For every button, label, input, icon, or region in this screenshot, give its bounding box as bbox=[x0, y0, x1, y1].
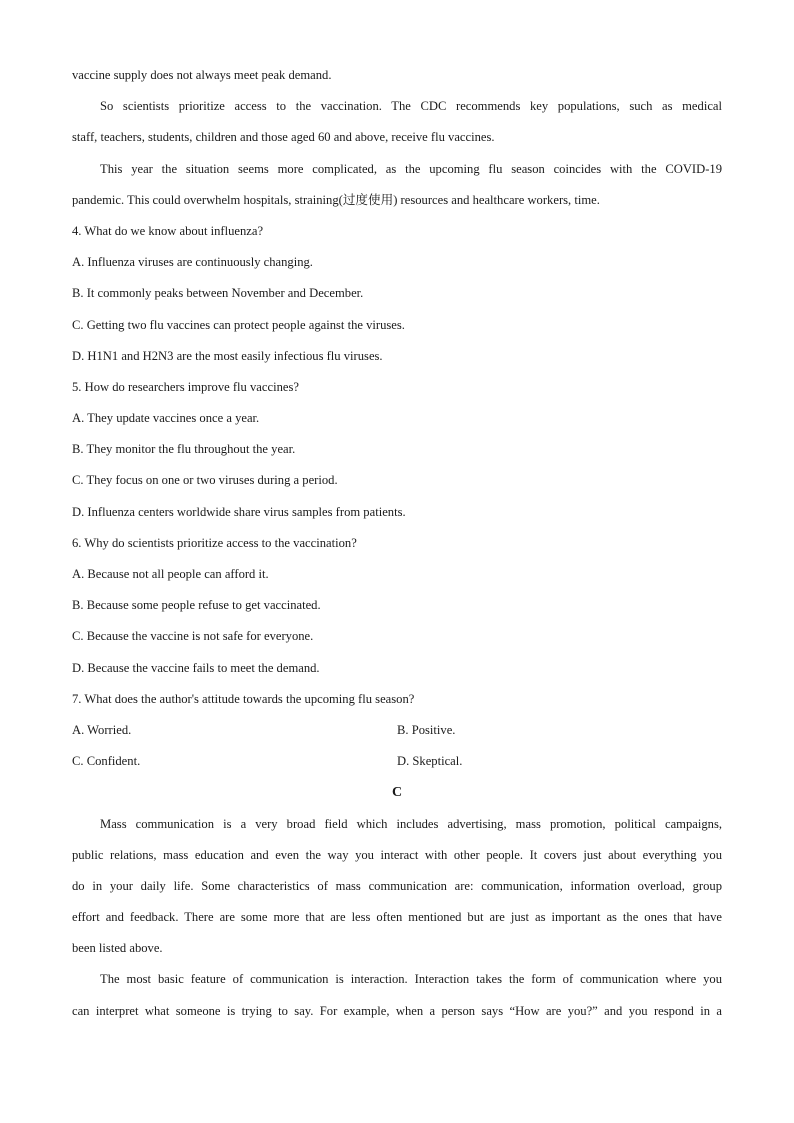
question-6-option-a: A. Because not all people can afford it. bbox=[72, 567, 269, 581]
question-7-options-row-2 bbox=[72, 746, 722, 777]
question-7-option-c: C. Confident. bbox=[72, 754, 141, 769]
passage-c-paragraph-line: do in your daily life. Some characteristics of mass communication are: communication, information overload, group bbox=[72, 878, 722, 893]
question-7-option-d: D. Skeptical. bbox=[397, 754, 463, 769]
passage-b-paragraph-line: pandemic. This could overwhelm hospitals, straining(过度使用) resources and healthcare workers, time. bbox=[72, 192, 600, 207]
document-page bbox=[72, 60, 722, 1027]
passage-c-paragraph-line: The most basic feature of communication is interaction. Interaction takes the form of communication where you bbox=[100, 972, 722, 987]
question-6-option-b: B. Because some people refuse to get vaccinated. bbox=[72, 598, 321, 613]
passage-c-paragraph-line: can interpret what someone is trying to say. For example, when a person says “How are you?” and you respond in a bbox=[72, 1003, 722, 1018]
question-4-option-c: C. Getting two flu vaccines can protect people against the viruses. bbox=[72, 317, 405, 332]
question-6-stem: 6. Why do scientists prioritize access to the vaccination? bbox=[72, 535, 357, 550]
question-4-stem: 4. What do we know about influenza? bbox=[72, 223, 264, 238]
passage-b-paragraph-line: staff, teachers, students, children and those aged 60 and above, receive flu vaccines. bbox=[72, 130, 495, 145]
question-5-stem: 5. How do researchers improve flu vaccines? bbox=[72, 379, 299, 394]
question-7-option-a: A. Worried. bbox=[72, 722, 132, 737]
question-5-option-d: D. Influenza centers worldwide share virus samples from patients. bbox=[72, 504, 406, 519]
passage-b-paragraph-tail: vaccine supply does not always meet peak demand. bbox=[72, 68, 332, 82]
question-6-option-c: C. Because the vaccine is not safe for everyone. bbox=[72, 629, 314, 644]
passage-b-paragraph-line: So scientists prioritize access to the vaccination. The CDC recommends key populations, such as medical bbox=[100, 99, 722, 114]
question-5-option-b: B. They monitor the flu throughout the year. bbox=[72, 442, 296, 457]
passage-c-paragraph-line: public relations, mass education and even the way you interact with other people. It covers just about everything you bbox=[72, 847, 722, 862]
question-4-option-d: D. H1N1 and H2N3 are the most easily infectious flu viruses. bbox=[72, 348, 383, 363]
question-5-option-c: C. They focus on one or two viruses during a period. bbox=[72, 473, 338, 488]
section-c-heading: C bbox=[391, 785, 403, 801]
question-5-option-a: A. They update vaccines once a year. bbox=[72, 411, 260, 426]
question-6-option-d: D. Because the vaccine fails to meet the demand. bbox=[72, 660, 320, 675]
passage-c-paragraph-line: Mass communication is a very broad field which includes advertising, mass promotion, political campaigns, bbox=[100, 816, 722, 831]
question-4-option-a: A. Influenza viruses are continuously changing. bbox=[72, 255, 313, 270]
question-7-options-row-1 bbox=[72, 715, 722, 746]
question-7-stem: 7. What does the author's attitude towards the upcoming flu season? bbox=[72, 691, 415, 706]
passage-c-paragraph-line: effort and feedback. There are some more that are less often mentioned but are just as important as the ones that have bbox=[72, 910, 722, 925]
passage-c-paragraph-line: been listed above. bbox=[72, 941, 163, 956]
passage-b-paragraph-line: This year the situation seems more complicated, as the upcoming flu season coincides with the COVID-19 bbox=[100, 161, 722, 176]
question-4-option-b: B. It commonly peaks between November and December. bbox=[72, 286, 364, 301]
question-7-option-b: B. Positive. bbox=[397, 722, 456, 737]
